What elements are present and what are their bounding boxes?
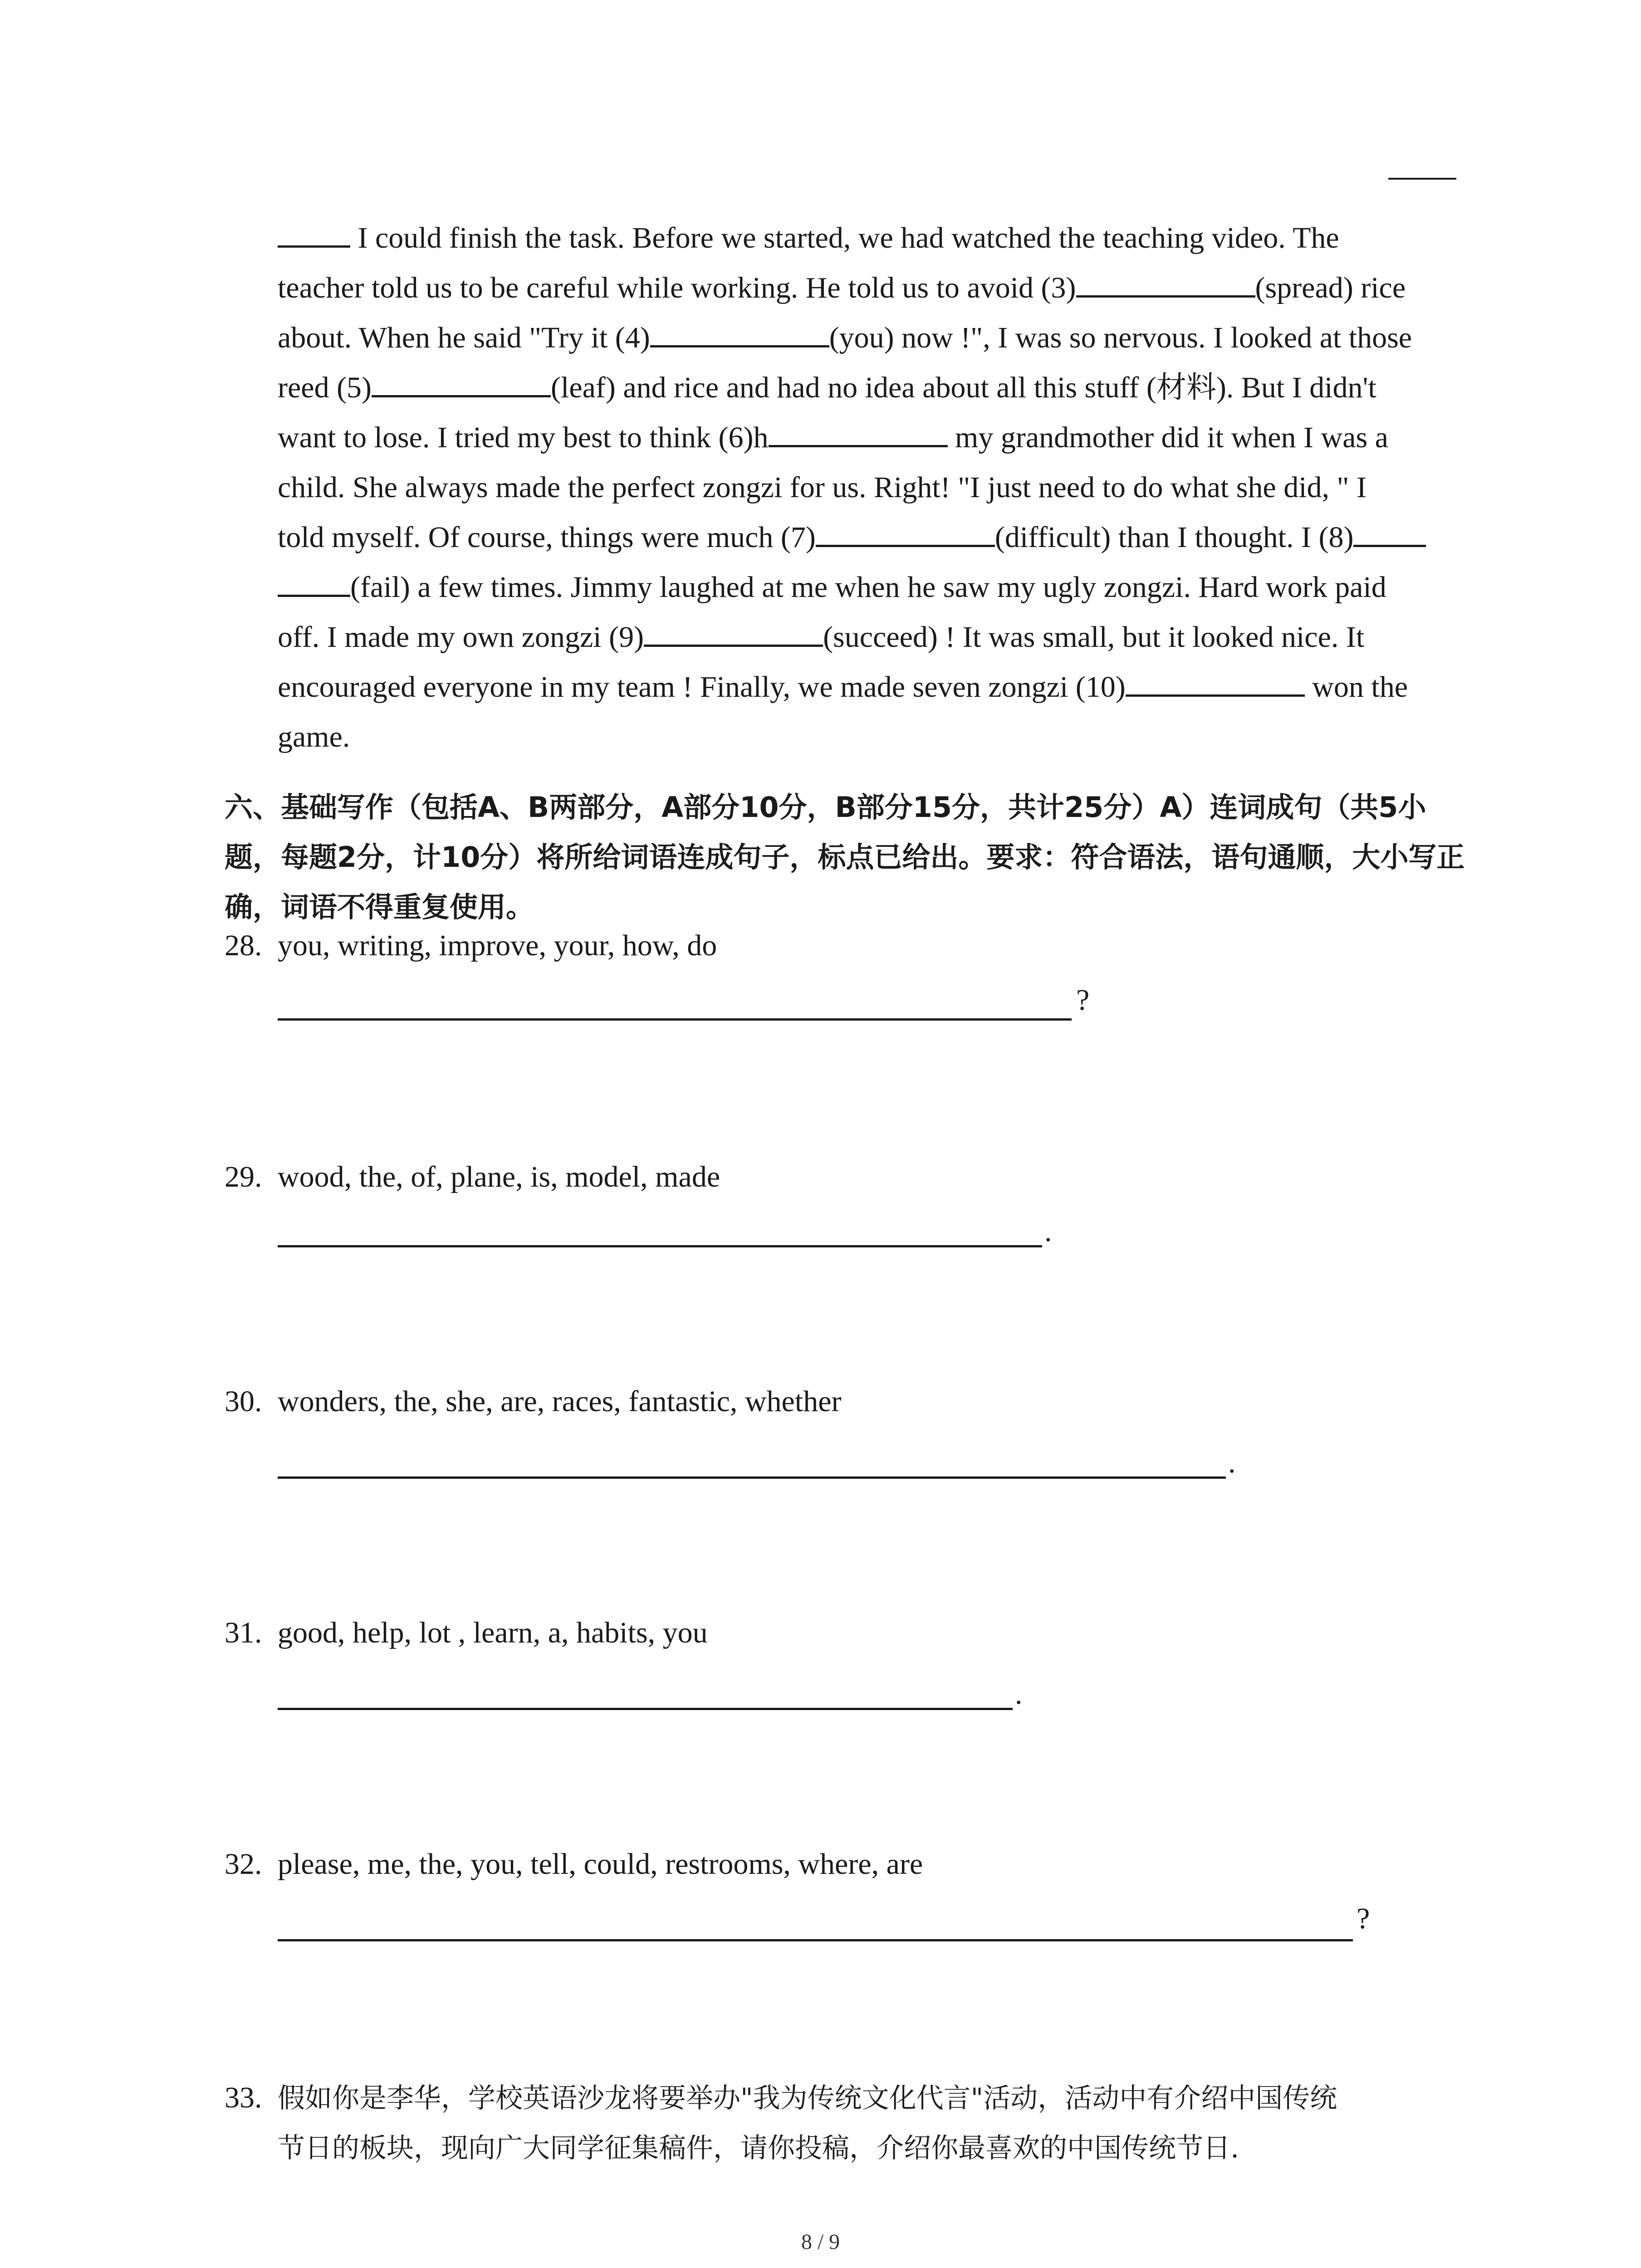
answer-punctuation: . [1015,1677,1023,1711]
passage-line: game. [278,720,350,753]
answer-punctuation: ? [1076,983,1090,1017]
answer-punctuation: . [1228,1446,1236,1479]
passage-line: off. I made my own zongzi (9) (succeed) ! It was small, but it looked nice. It [278,612,1457,662]
answer-blank[interactable] [769,415,948,447]
answer-line[interactable] [278,1245,1042,1247]
passage-line: I could finish the task. Before we started, we had watched the teaching video. The [278,213,1457,263]
question-number: 33. [225,2081,262,2114]
question-number: 32. [225,1848,262,1881]
cloze-passage [278,213,1457,762]
question-words: wonders, the, she, are, races, fantastic, whether [278,1385,842,1418]
question-30 [225,1381,841,1422]
question-number: 29. [225,1160,262,1193]
question-29 [225,1157,720,1198]
answer-blank[interactable] [278,565,350,597]
question-number: 31. [225,1616,262,1649]
question-31 [225,1613,708,1653]
question-words: good, help, lot , learn, a, habits, you [278,1616,708,1649]
question-33-line: 33. 假如你是李华，学校英语沙龙将要举办"我为传统文化代言"活动，活动中有介绍中国传统 [225,2073,1477,2123]
answer-blank[interactable] [1388,178,1456,180]
answer-blank[interactable] [1353,515,1426,547]
section-title: 六、基础写作（包括A、B两部分，A部分10分，B部分15分，共计25分）A）连词成句（共5小题，每题2分，计10分）将所给词语连成句子，标点已给出。要求：符合语法，语句通顺，大小写正确，词语不得重复使用。 [225,791,1465,924]
passage-line: child. She always made the perfect zongzi for us. Right! "I just need to do what she did, " I [278,471,1367,504]
answer-blank[interactable] [650,315,829,347]
question-number: 30. [225,1385,262,1418]
answer-blank[interactable] [1076,265,1255,298]
question-words: you, writing, improve, your, how, do [278,929,717,962]
answer-line[interactable] [278,1708,1013,1710]
answer-line[interactable] [278,1939,1353,1941]
passage-line: encouraged everyone in my team ! Finally, we made seven zongzi (10) won the [278,662,1457,712]
question-33 [225,2073,1477,2173]
question-words: wood, the, of, plane, is, model, made [278,1160,720,1193]
passage-line: told myself. Of course, things were much (7) (difficult) than I thought. I (8) [278,513,1457,562]
question-33-line: 节日的板块，现向广大同学征集稿件，请你投稿，介绍你最喜欢的中国传统节日. [278,2132,1239,2164]
passage-line: reed (5) (leaf) and rice and had no idea about all this stuff (材料). But I didn't [278,363,1457,413]
answer-blank[interactable] [1126,665,1305,697]
question-words: please, me, the, you, tell, could, restrooms, where, are [278,1848,923,1881]
page-number: 8 / 9 [801,2230,840,2254]
passage-line: want to lose. I tried my best to think (6)h my grandmother did it when I was a [278,413,1457,463]
answer-line[interactable] [278,1476,1226,1479]
passage-line: teacher told us to be careful while working. He told us to avoid (3) (spread) rice [278,263,1457,313]
question-32 [225,1844,923,1885]
answer-punctuation: ? [1357,1902,1370,1935]
question-number: 28. [225,929,262,962]
answer-punctuation: . [1044,1215,1052,1248]
answer-blank[interactable] [372,365,551,397]
answer-blank[interactable] [816,515,995,547]
answer-blank[interactable] [644,615,823,647]
question-28 [225,925,717,966]
passage-line: about. When he said "Try it (4) (you) now !", I was so nervous. I looked at those [278,313,1457,363]
passage-line: (fail) a few times. Jimmy laughed at me when he saw my ugly zongzi. Hard work paid [278,562,1457,612]
answer-blank[interactable] [278,215,350,248]
answer-line[interactable] [278,1018,1072,1021]
